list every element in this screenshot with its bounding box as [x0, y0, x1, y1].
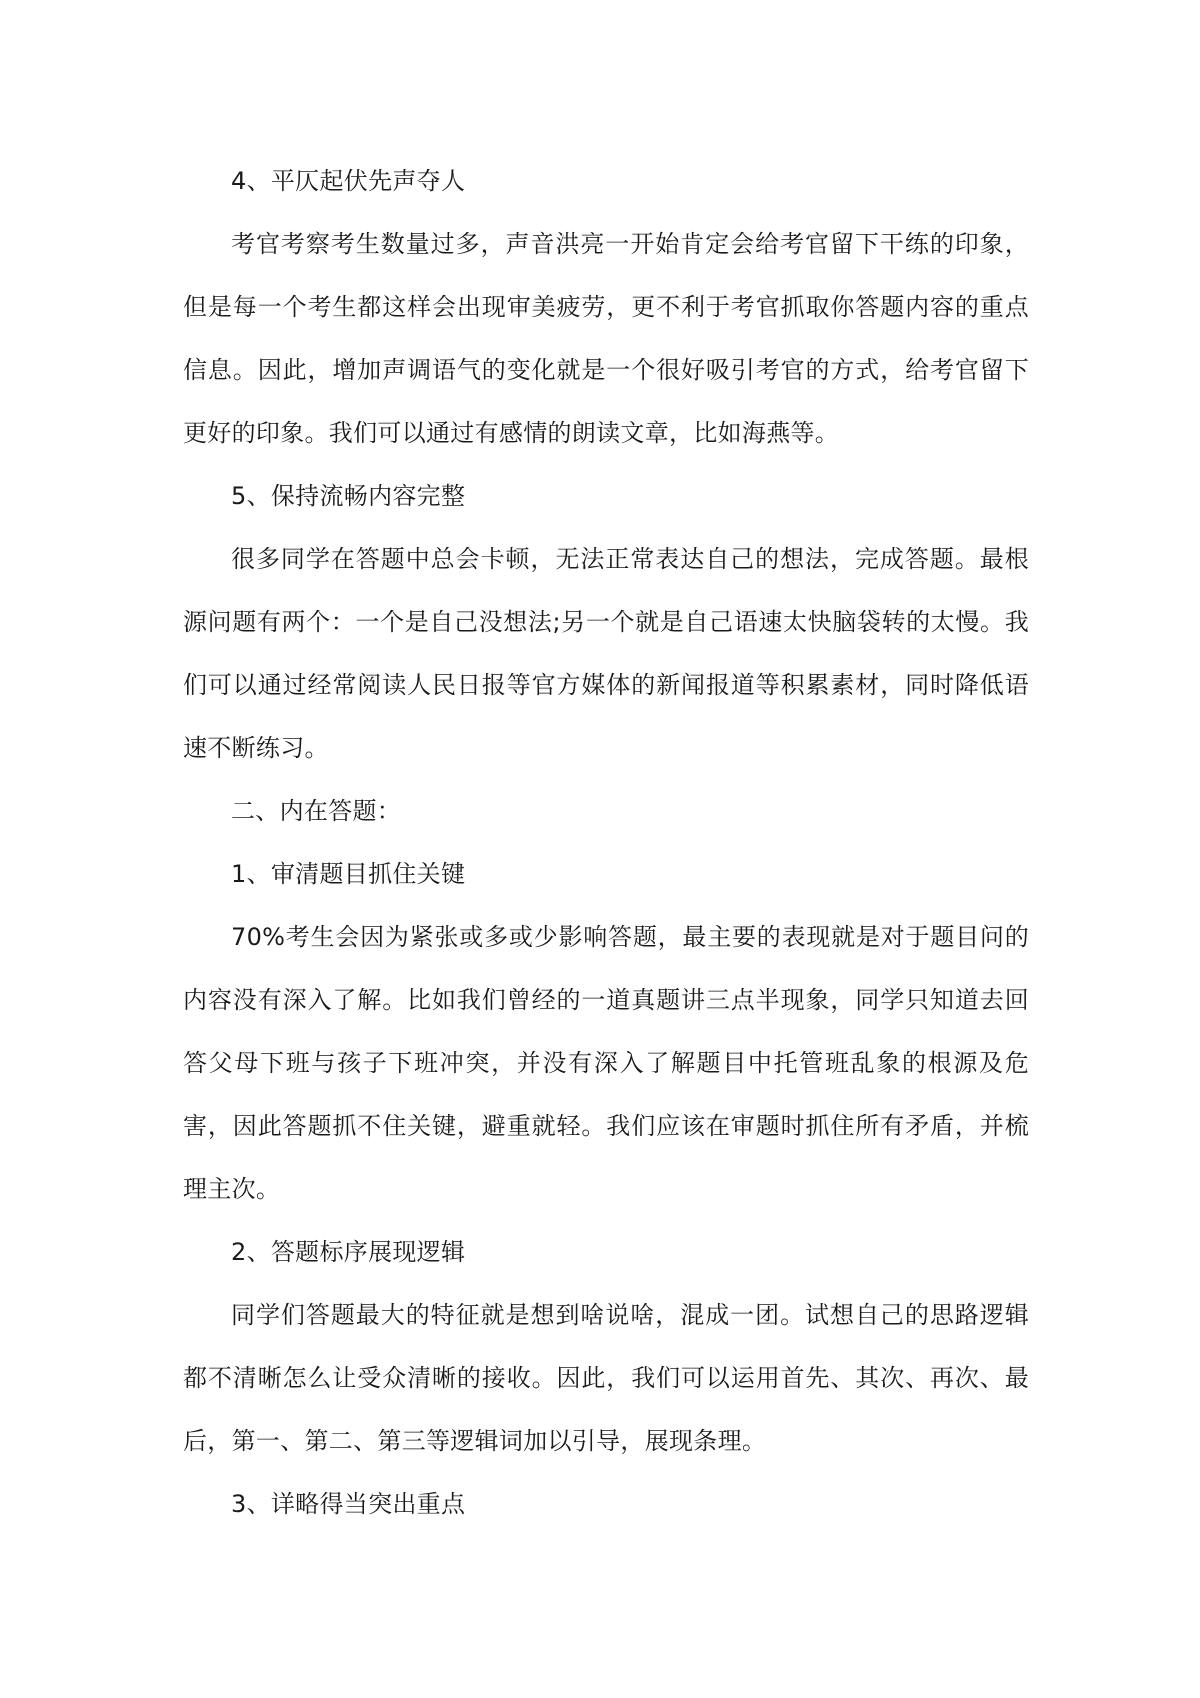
document-body — [183, 150, 1029, 1536]
chapter-heading-inner-answering: 二、内在答题： — [231, 797, 402, 825]
section-heading-emphasis: 3、详略得当突出重点 — [231, 1490, 466, 1518]
section-heading-intonation: 4、平仄起伏先声夺人 — [231, 167, 466, 195]
section-heading-key-points: 1、审清题目抓住关键 — [231, 860, 466, 888]
body-paragraph-fluency: 很多同学在答题中总会卡顿，无法正常表达自己的想法，完成答题。最根源问题有两个：一个是自己没想法;另一个就是自己语速太快脑袋转的太慢。我们可以通过经常阅读人民日报等官方媒体的新闻报道等积累素材，同时降低语速不断练习。 — [183, 545, 1029, 762]
section-heading-fluency: 5、保持流畅内容完整 — [231, 482, 466, 510]
body-paragraph-logic: 同学们答题最大的特征就是想到啥说啥，混成一团。试想自己的思路逻辑都不清晰怎么让受众清晰的接收。因此，我们可以运用首先、其次、再次、最后，第一、第二、第三等逻辑词加以引导，展现条理。 — [183, 1301, 1029, 1455]
body-paragraph-intonation: 考官考察考生数量过多，声音洪亮一开始肯定会给考官留下干练的印象，但是每一个考生都这样会出现审美疲劳，更不利于考官抓取你答题内容的重点信息。因此，增加声调语气的变化就是一个很好吸引考官的方式，给考官留下更好的印象。我们可以通过有感情的朗读文章，比如海燕等。 — [183, 230, 1029, 447]
section-heading-logic: 2、答题标序展现逻辑 — [231, 1238, 466, 1266]
body-paragraph-key-points: 70%考生会因为紧张或多或少影响答题，最主要的表现就是对于题目问的内容没有深入了解。比如我们曾经的一道真题讲三点半现象，同学只知道去回答父母下班与孩子下班冲突，并没有深入了解题目中托管班乱象的根源及危害，因此答题抓不住关键，避重就轻。我们应该在审题时抓住所有矛盾，并梳理主次。 — [183, 923, 1029, 1203]
